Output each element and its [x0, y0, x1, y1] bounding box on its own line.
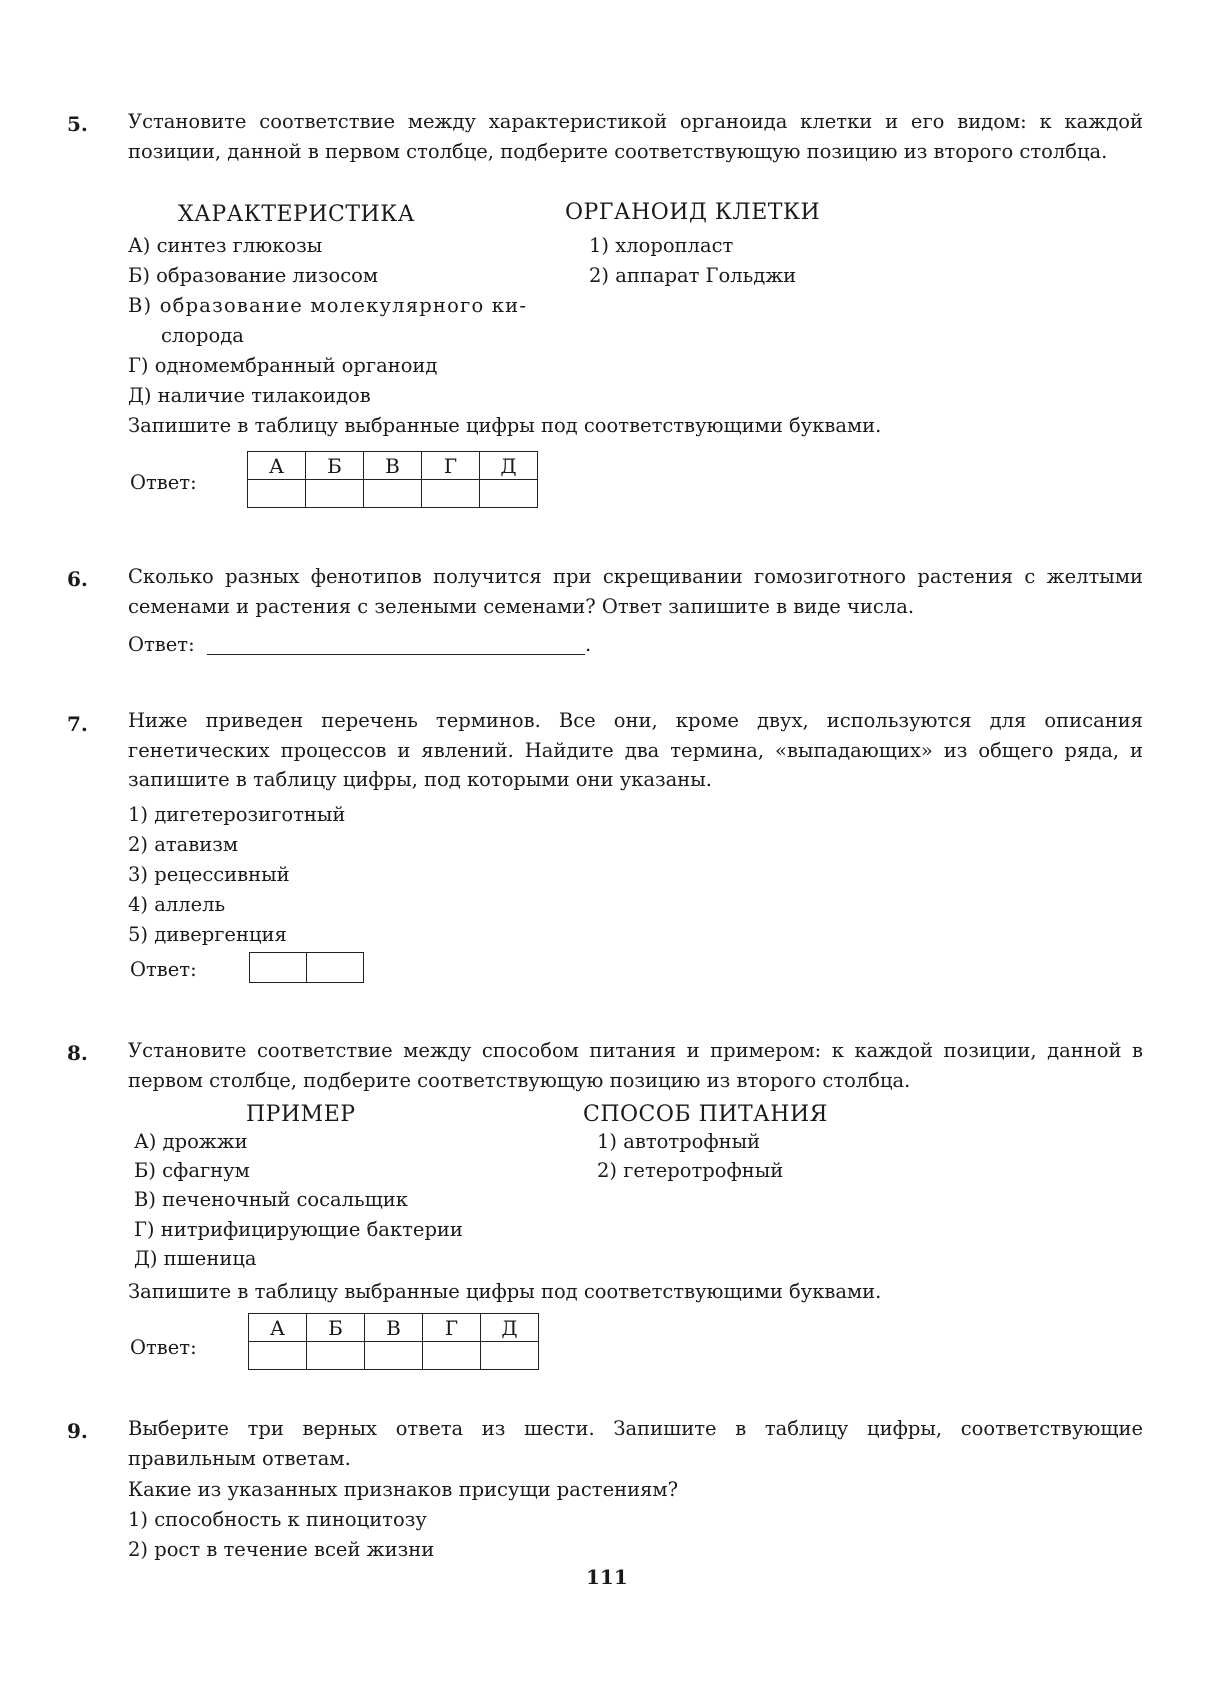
question-7-text: Ниже приведен перечень терминов. Все они, кроме двух, используются для описания генетических процессов и явлений. Найдите два термина, «выпадающих» из общего ряда, и запишите в таблицу цифры, под которыми они указаны.: [128, 709, 1143, 791]
q5-instruction: Запишите в таблицу выбранные цифры под соответствующими буквами.: [128, 414, 882, 437]
question-6-number: 6.: [67, 567, 88, 591]
q5-col-g-header: Г: [422, 452, 480, 480]
q5-left-item-a: А) синтез глюкозы: [128, 234, 323, 257]
q5-col-a-header: А: [248, 452, 306, 480]
q8-answer-cell-g[interactable]: [423, 1342, 481, 1370]
q8-instruction: Запишите в таблицу выбранные цифры под соответствующими буквами.: [128, 1280, 882, 1303]
q6-period: .: [585, 633, 592, 656]
q8-answer-cell-b[interactable]: [307, 1342, 365, 1370]
q5-answer-table: [247, 451, 538, 508]
question-8-number: 8.: [67, 1041, 88, 1065]
q9-question: Какие из указанных признаков присущи растениям?: [128, 1478, 679, 1501]
q5-col-v-header: В: [364, 452, 422, 480]
q7-answer-cell-1[interactable]: [250, 953, 307, 983]
q5-right-item-2: 2) аппарат Гольджи: [589, 264, 797, 287]
q7-item-2: 2) атавизм: [128, 833, 239, 856]
q9-item-1: 1) способность к пиноцитозу: [128, 1508, 427, 1531]
q8-left-item-a: А) дрожжи: [134, 1130, 248, 1153]
q5-left-item-b: Б) образование лизосом: [128, 264, 379, 287]
q5-right-item-1: 1) хлоропласт: [589, 234, 734, 257]
q7-answer-table: [249, 952, 364, 983]
q8-right-item-1: 1) автотрофный: [597, 1130, 761, 1153]
q8-col-a-header: А: [249, 1314, 307, 1342]
question-5-number: 5.: [67, 112, 88, 136]
q5-col-b-header: Б: [306, 452, 364, 480]
q9-item-2: 2) рост в течение всей жизни: [128, 1538, 435, 1561]
question-5-text: Установите соответствие между характеристикой органоида клетки и его видом: к каждой позиции, данной в первом столбце, подберите соответствующую позицию из второго столбца.: [128, 110, 1143, 163]
q7-answer-cell-2[interactable]: [307, 953, 364, 983]
q5-right-header: ОРГАНОИД КЛЕТКИ: [565, 200, 821, 225]
q5-answer-cell-g[interactable]: [422, 480, 480, 508]
q8-left-item-b: Б) сфагнум: [134, 1159, 250, 1182]
q8-col-v-header: В: [365, 1314, 423, 1342]
q8-left-item-g: Г) нитрифицирующие бактерии: [134, 1218, 463, 1241]
q5-answer-cell-b[interactable]: [306, 480, 364, 508]
q7-item-4: 4) аллель: [128, 893, 226, 916]
q7-item-3: 3) рецессивный: [128, 863, 290, 886]
question-7-number: 7.: [67, 712, 88, 736]
q5-col-d-header: Д: [480, 452, 538, 480]
q5-answer-cell-a[interactable]: [248, 480, 306, 508]
q5-answer-cell-d[interactable]: [480, 480, 538, 508]
q6-answer-line[interactable]: [207, 630, 585, 655]
q8-left-item-v: В) печеночный сосальщик: [134, 1188, 408, 1211]
q8-right-header: СПОСОБ ПИТАНИЯ: [583, 1102, 828, 1127]
question-9-text: Выберите три верных ответа из шести. Запишите в таблицу цифры, соответствующие правильным ответам.: [128, 1417, 1143, 1470]
question-6-text: Сколько разных фенотипов получится при скрещивании гомозиготного растения с желтыми семенами и растения с зелеными семенами? Ответ запишите в виде числа.: [128, 565, 1143, 618]
question-8-text: Установите соответствие между способом питания и примером: к каждой позиции, данной в первом столбце, подберите соответствующую позицию из второго столбца.: [128, 1039, 1143, 1092]
q8-col-g-header: Г: [423, 1314, 481, 1342]
q5-answer-label: Ответ:: [130, 471, 197, 494]
q8-answer-cell-v[interactable]: [365, 1342, 423, 1370]
q8-right-item-2: 2) гетеротрофный: [597, 1159, 784, 1182]
q5-left-item-d: Д) наличие тилакоидов: [128, 384, 371, 407]
q5-left-item-v-cont: слорода: [161, 324, 244, 347]
q7-answer-label: Ответ:: [130, 958, 197, 981]
q6-answer-label: Ответ:: [128, 633, 195, 656]
q5-left-item-v: В) образование молекулярного ки-: [128, 294, 528, 317]
q7-item-5: 5) дивергенция: [128, 923, 287, 946]
q5-answer-cell-v[interactable]: [364, 480, 422, 508]
q8-col-d-header: Д: [481, 1314, 539, 1342]
question-9-number: 9.: [67, 1419, 88, 1443]
page-number: 111: [586, 1565, 628, 1589]
q8-answer-cell-a[interactable]: [249, 1342, 307, 1370]
q8-left-header: ПРИМЕР: [246, 1102, 356, 1127]
q8-answer-label: Ответ:: [130, 1336, 197, 1359]
q5-left-item-g: Г) одномембранный органоид: [128, 354, 438, 377]
q8-answer-table: [248, 1313, 539, 1370]
q5-left-header: ХАРАКТЕРИСТИКА: [178, 202, 415, 227]
q8-answer-cell-d[interactable]: [481, 1342, 539, 1370]
q8-left-item-d: Д) пшеница: [134, 1247, 257, 1270]
q7-item-1: 1) дигетерозиготный: [128, 803, 346, 826]
q8-col-b-header: Б: [307, 1314, 365, 1342]
